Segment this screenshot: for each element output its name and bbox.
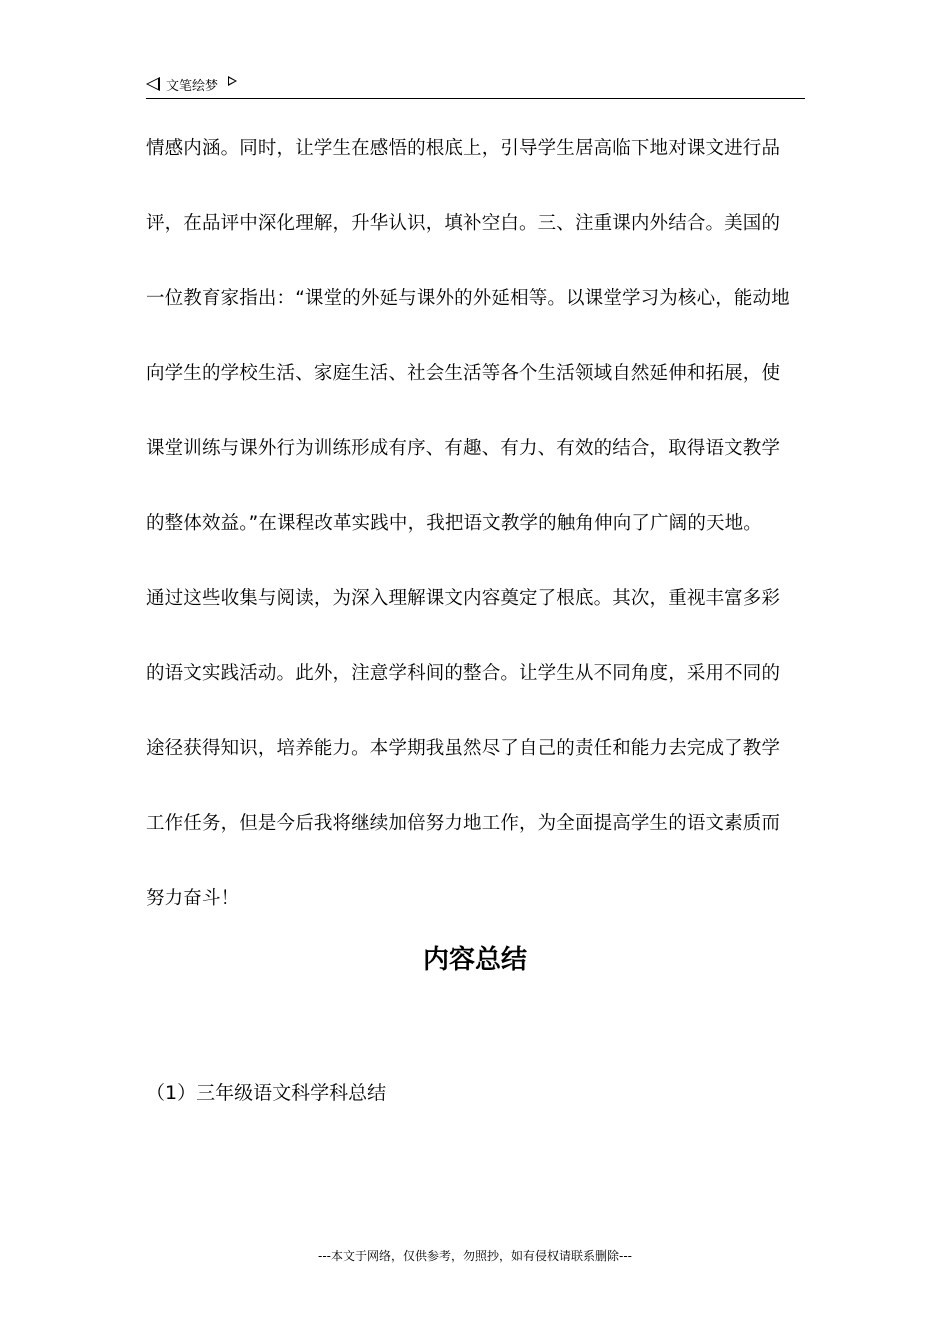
page-header [146,74,805,99]
body-line: 通过这些收集与阅读，为深入理解课文内容奠定了根底。其次，重视丰富多彩 [146,588,781,609]
body-line: 评，在品评中深化理解，升华认识，填补空白。三、注重课内外结合。美国的 [146,213,781,234]
section-title: 内容总结 [422,945,527,975]
body-line: 课堂训练与课外行为训练形成有序、有趣、有力、有效的结合，取得语文教学 [146,438,781,459]
triangle-left-outline-icon [146,77,160,91]
body-line: 一位教育家指出：“课堂的外延与课外的外延相等。以课堂学习为核心，能动地 [146,288,790,309]
body-line: 情感内涵。同时，让学生在感悟的根底上，引导学生居高临下地对课文进行品 [146,138,781,159]
body-line: 努力奋斗！ [146,888,240,909]
body-line: 途径获得知识，培养能力。本学期我虽然尽了自己的责任和能力去完成了教学 [146,738,781,759]
body-line: 的整体效益。”在课程改革实践中，我把语文教学的触角伸向了广阔的天地。 [146,513,762,534]
page-footer-disclaimer: ---本文于网络，仅供参考，勿照抄，如有侵权请联系删除--- [318,1249,632,1263]
body-line: 工作任务，但是今后我将继续加倍努力地工作，为全面提高学生的语文素质而 [146,813,781,834]
header-brand-group [146,74,237,94]
header-brand: 文笔绘梦 [166,78,219,94]
triangle-right-outline-icon [228,76,237,86]
body-line: 向学生的学校生活、家庭生活、社会生活等各个生活领域自然延伸和拓展，使 [146,363,781,384]
section-item-1: （1）三年级语文科学科总结 [146,1082,387,1104]
body-paragraph [146,130,806,955]
body-line: 的语文实践活动。此外，注意学科间的整合。让学生从不同角度，采用不同的 [146,663,781,684]
